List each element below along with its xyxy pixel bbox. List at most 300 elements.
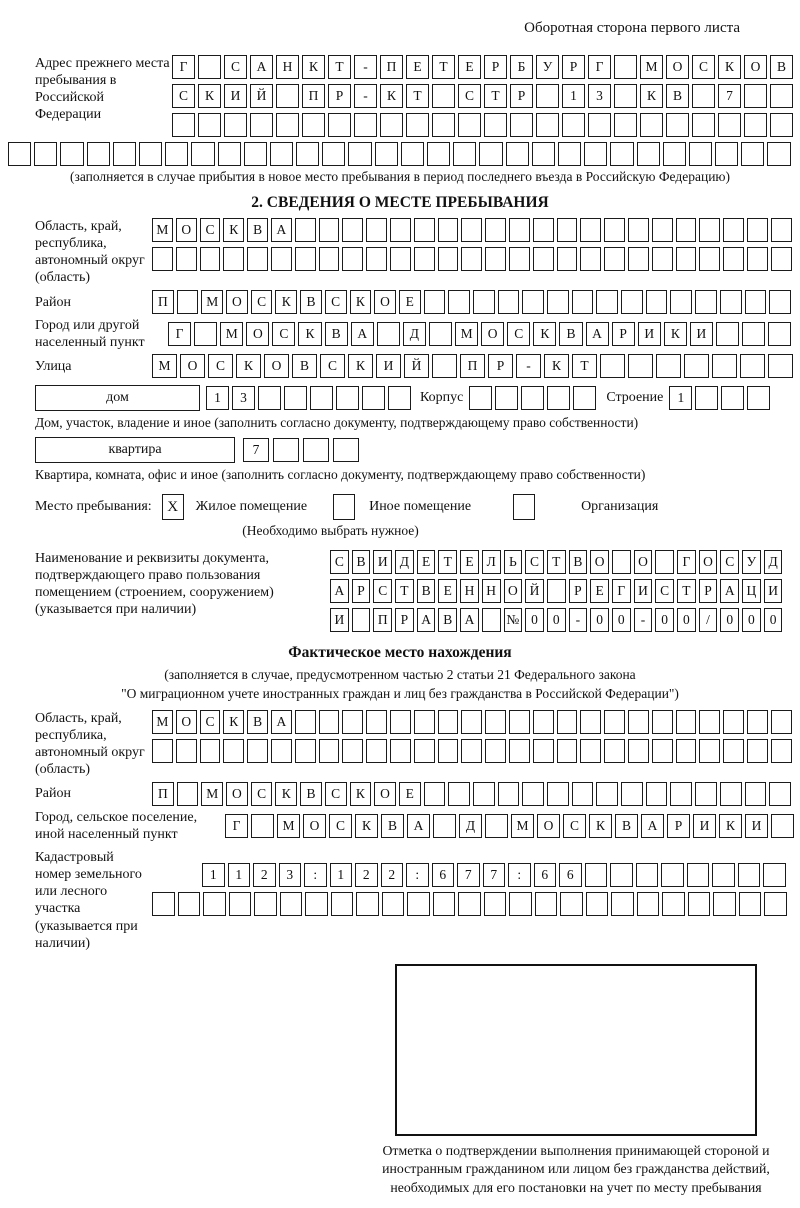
char-cell bbox=[596, 290, 618, 314]
oblast-field bbox=[8, 218, 792, 286]
char-cell: С bbox=[525, 550, 544, 574]
char-cell bbox=[177, 782, 199, 806]
char-cell: Т bbox=[395, 579, 414, 603]
char-cell bbox=[336, 386, 359, 410]
char-cell bbox=[366, 739, 387, 763]
char-cell bbox=[763, 863, 786, 887]
char-cell bbox=[771, 710, 792, 734]
char-cell: Е bbox=[458, 55, 481, 79]
char-cell: А bbox=[351, 322, 374, 346]
prev-address-grid-row4 bbox=[8, 142, 792, 166]
char-cell: И bbox=[634, 579, 653, 603]
option-label-zhiloe: Жилое помещение bbox=[195, 499, 308, 515]
char-cell: К bbox=[664, 322, 687, 346]
char-cell bbox=[662, 892, 685, 916]
char-cell: М bbox=[152, 218, 173, 242]
char-cell bbox=[407, 892, 430, 916]
char-cell: Г bbox=[225, 814, 248, 838]
char-cell: О bbox=[481, 322, 504, 346]
kvartira-field bbox=[8, 437, 792, 463]
char-cell: Н bbox=[482, 579, 501, 603]
char-cell bbox=[532, 142, 555, 166]
char-cell bbox=[687, 863, 710, 887]
char-cell: Е bbox=[590, 579, 609, 603]
char-cell: Г bbox=[168, 322, 191, 346]
prev-address-grid bbox=[172, 55, 793, 137]
char-cell bbox=[177, 290, 199, 314]
char-cell: 0 bbox=[764, 608, 783, 632]
char-cell bbox=[628, 218, 649, 242]
char-cell: А bbox=[586, 322, 609, 346]
stroenie-label: Строение bbox=[606, 390, 664, 406]
char-cell bbox=[547, 386, 570, 410]
oblast-grid bbox=[152, 218, 792, 271]
char-cell bbox=[271, 247, 292, 271]
char-cell bbox=[747, 247, 768, 271]
char-cell bbox=[198, 113, 221, 137]
char-cell: С bbox=[272, 322, 295, 346]
char-cell: О bbox=[246, 322, 269, 346]
char-cell bbox=[557, 218, 578, 242]
oblast-label: Область, край, республика, автономный округ (область) bbox=[35, 218, 145, 286]
char-cell bbox=[723, 739, 744, 763]
char-cell bbox=[676, 218, 697, 242]
char-cell: К bbox=[223, 710, 244, 734]
char-cell: 6 bbox=[534, 863, 557, 887]
char-cell bbox=[271, 739, 292, 763]
char-cell: П bbox=[380, 55, 403, 79]
char-cell bbox=[432, 84, 455, 108]
char-cell bbox=[352, 608, 371, 632]
char-cell: О bbox=[634, 550, 653, 574]
char-cell bbox=[322, 142, 345, 166]
char-cell bbox=[533, 710, 554, 734]
char-cell bbox=[485, 710, 506, 734]
char-cell bbox=[600, 354, 625, 378]
char-cell bbox=[485, 218, 506, 242]
gorod-label: Город или другой населенный пункт bbox=[35, 318, 145, 351]
char-cell: А bbox=[250, 55, 273, 79]
dom-field bbox=[8, 385, 792, 411]
char-cell: Т bbox=[432, 55, 455, 79]
char-cell: Р bbox=[612, 322, 635, 346]
stamp-box bbox=[395, 964, 757, 1136]
char-cell bbox=[676, 739, 697, 763]
char-cell bbox=[695, 290, 717, 314]
char-cell bbox=[699, 218, 720, 242]
char-cell: 2 bbox=[355, 863, 378, 887]
char-cell: К bbox=[275, 782, 297, 806]
char-cell bbox=[572, 290, 594, 314]
char-cell: К bbox=[275, 290, 297, 314]
char-cell: В bbox=[569, 550, 588, 574]
char-cell: О bbox=[176, 710, 197, 734]
char-cell bbox=[767, 142, 790, 166]
char-cell bbox=[414, 739, 435, 763]
char-cell bbox=[319, 739, 340, 763]
char-cell bbox=[628, 247, 649, 271]
char-cell: П bbox=[152, 290, 174, 314]
char-cell bbox=[198, 55, 221, 79]
char-cell bbox=[712, 354, 737, 378]
char-cell: М bbox=[277, 814, 300, 838]
char-cell bbox=[390, 710, 411, 734]
char-cell: В bbox=[417, 579, 436, 603]
gorod-grid bbox=[168, 322, 791, 346]
char-cell bbox=[742, 322, 765, 346]
char-cell bbox=[302, 113, 325, 137]
fact-raion-field bbox=[8, 782, 792, 806]
char-cell bbox=[768, 354, 793, 378]
char-cell: С bbox=[172, 84, 195, 108]
char-cell bbox=[557, 247, 578, 271]
char-cell: 0 bbox=[525, 608, 544, 632]
char-cell: С bbox=[325, 782, 347, 806]
char-cell bbox=[331, 892, 354, 916]
char-cell bbox=[414, 247, 435, 271]
char-cell bbox=[536, 84, 559, 108]
char-cell bbox=[621, 782, 643, 806]
char-cell bbox=[723, 247, 744, 271]
char-cell: И bbox=[330, 608, 349, 632]
char-cell bbox=[342, 739, 363, 763]
fact-oblast-label: Область, край, республика, автономный округ (область) bbox=[35, 710, 145, 777]
char-cell: В bbox=[381, 814, 404, 838]
char-cell bbox=[273, 438, 299, 462]
char-cell: Р bbox=[510, 84, 533, 108]
raion-grid bbox=[152, 290, 791, 314]
char-cell: В bbox=[300, 290, 322, 314]
char-cell: С bbox=[720, 550, 739, 574]
char-cell bbox=[646, 290, 668, 314]
option-label-organizaciya: Организация bbox=[581, 499, 659, 515]
char-cell bbox=[224, 113, 247, 137]
kvartira-box: квартира bbox=[35, 437, 235, 463]
gorod-field bbox=[8, 317, 792, 351]
char-cell bbox=[113, 142, 136, 166]
char-cell bbox=[614, 113, 637, 137]
ulitsa-field bbox=[8, 354, 792, 378]
char-cell bbox=[656, 354, 681, 378]
char-cell bbox=[670, 290, 692, 314]
checkbox-organizaciya bbox=[513, 494, 535, 520]
char-cell bbox=[366, 710, 387, 734]
char-cell bbox=[723, 710, 744, 734]
char-cell bbox=[433, 892, 456, 916]
char-cell: С bbox=[208, 354, 233, 378]
char-cell bbox=[319, 247, 340, 271]
char-cell bbox=[390, 739, 411, 763]
prev-address-grid-row3 bbox=[172, 113, 793, 137]
char-cell bbox=[740, 354, 765, 378]
char-cell: А bbox=[407, 814, 430, 838]
char-cell: И bbox=[638, 322, 661, 346]
char-cell bbox=[424, 782, 446, 806]
char-cell bbox=[244, 142, 267, 166]
fact-subtitle-2: "О миграционном учете иностранных граждан и лиц без гражданства в Российской Федерации") bbox=[121, 685, 679, 701]
char-cell: 2 bbox=[253, 863, 276, 887]
char-cell: П bbox=[302, 84, 325, 108]
char-cell: С bbox=[507, 322, 530, 346]
char-cell bbox=[771, 247, 792, 271]
char-cell bbox=[223, 247, 244, 271]
char-cell bbox=[557, 739, 578, 763]
char-cell: Е bbox=[438, 579, 457, 603]
char-cell: С bbox=[320, 354, 345, 378]
char-cell bbox=[305, 892, 328, 916]
char-cell: В bbox=[438, 608, 457, 632]
char-cell bbox=[495, 386, 518, 410]
char-cell bbox=[247, 739, 268, 763]
char-cell: В bbox=[292, 354, 317, 378]
char-cell: И bbox=[376, 354, 401, 378]
char-cell bbox=[646, 782, 668, 806]
doc-grid-row3 bbox=[330, 608, 782, 632]
char-cell: М bbox=[201, 290, 223, 314]
char-cell: И bbox=[373, 550, 392, 574]
char-cell bbox=[479, 142, 502, 166]
char-cell bbox=[715, 142, 738, 166]
char-cell: - bbox=[634, 608, 653, 632]
char-cell bbox=[652, 218, 673, 242]
fact-oblast-grid-row2 bbox=[152, 739, 792, 763]
char-cell: С bbox=[655, 579, 674, 603]
char-cell: Р bbox=[488, 354, 513, 378]
char-cell bbox=[60, 142, 83, 166]
char-cell: П bbox=[373, 608, 392, 632]
char-cell: А bbox=[330, 579, 349, 603]
char-cell: О bbox=[226, 782, 248, 806]
char-cell: У bbox=[536, 55, 559, 79]
char-cell bbox=[547, 782, 569, 806]
char-cell: Е bbox=[417, 550, 436, 574]
char-cell: Т bbox=[406, 84, 429, 108]
char-cell: С bbox=[251, 290, 273, 314]
char-cell bbox=[712, 863, 735, 887]
char-cell bbox=[684, 354, 709, 378]
char-cell bbox=[558, 142, 581, 166]
char-cell bbox=[741, 142, 764, 166]
char-cell: Й bbox=[525, 579, 544, 603]
char-cell bbox=[652, 247, 673, 271]
char-cell: К bbox=[718, 55, 741, 79]
char-cell bbox=[152, 739, 173, 763]
char-cell bbox=[276, 84, 299, 108]
kvartira-grid bbox=[243, 438, 359, 462]
char-cell bbox=[509, 892, 532, 916]
char-cell: М bbox=[511, 814, 534, 838]
prev-address-block bbox=[8, 55, 792, 137]
mesto-caption: (Необходимо выбрать нужное) bbox=[242, 523, 419, 539]
char-cell bbox=[448, 290, 470, 314]
char-cell bbox=[509, 739, 530, 763]
kvartira-caption: Квартира, комната, офис и иное (заполнить согласно документу, подтверждающему право собственности) bbox=[35, 467, 646, 483]
char-cell: О bbox=[374, 290, 396, 314]
char-cell: 1 bbox=[228, 863, 251, 887]
char-cell bbox=[295, 218, 316, 242]
char-cell: 3 bbox=[588, 84, 611, 108]
char-cell: О bbox=[504, 579, 523, 603]
char-cell: Р bbox=[569, 579, 588, 603]
char-cell bbox=[695, 386, 718, 410]
char-cell bbox=[584, 142, 607, 166]
char-cell: К bbox=[302, 55, 325, 79]
char-cell bbox=[628, 710, 649, 734]
stamp-caption: Отметка о подтверждении выполнения принимающей стороной и иностранным гражданином или лицом без гражданства действий, необходимых для его постановки на учет по месту пребывания bbox=[382, 1142, 770, 1195]
char-cell: К bbox=[350, 782, 372, 806]
char-cell bbox=[604, 247, 625, 271]
char-cell bbox=[461, 247, 482, 271]
char-cell bbox=[461, 739, 482, 763]
kadastr-label: Кадастровый номер земельного или лесного участка (указывается при наличии) bbox=[35, 850, 142, 951]
char-cell bbox=[509, 247, 530, 271]
kadastr-grid-row1 bbox=[202, 863, 787, 887]
char-cell bbox=[689, 142, 712, 166]
char-cell: Г bbox=[588, 55, 611, 79]
char-cell: К bbox=[533, 322, 556, 346]
fact-raion-grid bbox=[152, 782, 791, 806]
char-cell: О bbox=[303, 814, 326, 838]
char-cell: С bbox=[563, 814, 586, 838]
checkbox-zhiloe: X bbox=[162, 494, 184, 520]
char-cell bbox=[509, 218, 530, 242]
char-cell bbox=[610, 863, 633, 887]
char-cell bbox=[744, 113, 767, 137]
char-cell bbox=[458, 113, 481, 137]
char-cell: П bbox=[152, 782, 174, 806]
char-cell bbox=[319, 218, 340, 242]
char-cell: Б bbox=[510, 55, 533, 79]
mesto-field bbox=[8, 494, 792, 520]
char-cell bbox=[280, 892, 303, 916]
fact-oblast-field bbox=[8, 710, 792, 778]
char-cell bbox=[270, 142, 293, 166]
char-cell bbox=[572, 782, 594, 806]
char-cell bbox=[87, 142, 110, 166]
char-cell: 7 bbox=[718, 84, 741, 108]
char-cell: Р bbox=[352, 579, 371, 603]
char-cell: О bbox=[699, 550, 718, 574]
char-cell: В bbox=[559, 322, 582, 346]
char-cell bbox=[458, 892, 481, 916]
char-cell bbox=[427, 142, 450, 166]
char-cell: К bbox=[640, 84, 663, 108]
fact-oblast-grid-row1 bbox=[152, 710, 792, 734]
char-cell: 7 bbox=[457, 863, 480, 887]
char-cell bbox=[388, 386, 411, 410]
char-cell bbox=[194, 322, 217, 346]
char-cell bbox=[200, 247, 221, 271]
char-cell bbox=[485, 739, 506, 763]
char-cell bbox=[251, 814, 274, 838]
char-cell bbox=[203, 892, 226, 916]
char-cell: 3 bbox=[279, 863, 302, 887]
char-cell: И bbox=[745, 814, 768, 838]
char-cell bbox=[247, 247, 268, 271]
char-cell bbox=[473, 290, 495, 314]
char-cell bbox=[771, 814, 794, 838]
char-cell bbox=[461, 710, 482, 734]
char-cell bbox=[533, 218, 554, 242]
char-cell bbox=[461, 218, 482, 242]
char-cell: С bbox=[325, 290, 347, 314]
char-cell: К bbox=[236, 354, 261, 378]
char-cell: В bbox=[300, 782, 322, 806]
char-cell: С bbox=[224, 55, 247, 79]
char-cell: С bbox=[200, 218, 221, 242]
char-cell: О bbox=[744, 55, 767, 79]
char-cell bbox=[348, 142, 371, 166]
char-cell bbox=[328, 113, 351, 137]
char-cell bbox=[718, 113, 741, 137]
char-cell: Л bbox=[482, 550, 501, 574]
char-cell: С bbox=[373, 579, 392, 603]
korpus-label: Корпус bbox=[420, 390, 464, 406]
char-cell: Т bbox=[677, 579, 696, 603]
raion-field bbox=[8, 290, 792, 314]
char-cell bbox=[482, 608, 501, 632]
char-cell bbox=[319, 710, 340, 734]
char-cell: К bbox=[380, 84, 403, 108]
char-cell bbox=[191, 142, 214, 166]
fact-gorod-label: Город, сельское поселение, иной населенный пункт bbox=[35, 810, 198, 843]
char-cell bbox=[223, 739, 244, 763]
char-cell bbox=[172, 113, 195, 137]
char-cell: - bbox=[354, 84, 377, 108]
fact-oblast-grid bbox=[152, 710, 792, 763]
char-cell bbox=[342, 710, 363, 734]
char-cell bbox=[469, 386, 492, 410]
oblast-grid-row2 bbox=[152, 247, 792, 271]
char-cell bbox=[533, 739, 554, 763]
char-cell bbox=[473, 782, 495, 806]
char-cell bbox=[200, 739, 221, 763]
char-cell bbox=[165, 142, 188, 166]
char-cell: А bbox=[271, 218, 292, 242]
char-cell: В bbox=[770, 55, 793, 79]
char-cell bbox=[535, 892, 558, 916]
char-cell: Д bbox=[403, 322, 426, 346]
char-cell bbox=[414, 218, 435, 242]
char-cell bbox=[676, 247, 697, 271]
char-cell bbox=[713, 892, 736, 916]
char-cell bbox=[509, 710, 530, 734]
char-cell: Т bbox=[572, 354, 597, 378]
char-cell bbox=[692, 113, 715, 137]
char-cell bbox=[612, 550, 631, 574]
char-cell bbox=[621, 290, 643, 314]
char-cell: 3 bbox=[232, 386, 255, 410]
char-cell bbox=[380, 113, 403, 137]
prev-address-grid-row2 bbox=[172, 84, 793, 108]
char-cell bbox=[652, 710, 673, 734]
char-cell: 0 bbox=[655, 608, 674, 632]
char-cell: М bbox=[220, 322, 243, 346]
char-cell bbox=[652, 739, 673, 763]
char-cell bbox=[498, 782, 520, 806]
fact-gorod-grid bbox=[225, 814, 794, 838]
char-cell: Н bbox=[276, 55, 299, 79]
char-cell bbox=[663, 142, 686, 166]
char-cell bbox=[176, 247, 197, 271]
char-cell bbox=[8, 142, 31, 166]
prev-address-label: Адрес прежнего места пребывания в Российской Федерации bbox=[35, 56, 170, 123]
char-cell bbox=[362, 386, 385, 410]
char-cell: К bbox=[719, 814, 742, 838]
char-cell: К bbox=[589, 814, 612, 838]
char-cell: 0 bbox=[720, 608, 739, 632]
ulitsa-label: Улица bbox=[35, 358, 72, 374]
